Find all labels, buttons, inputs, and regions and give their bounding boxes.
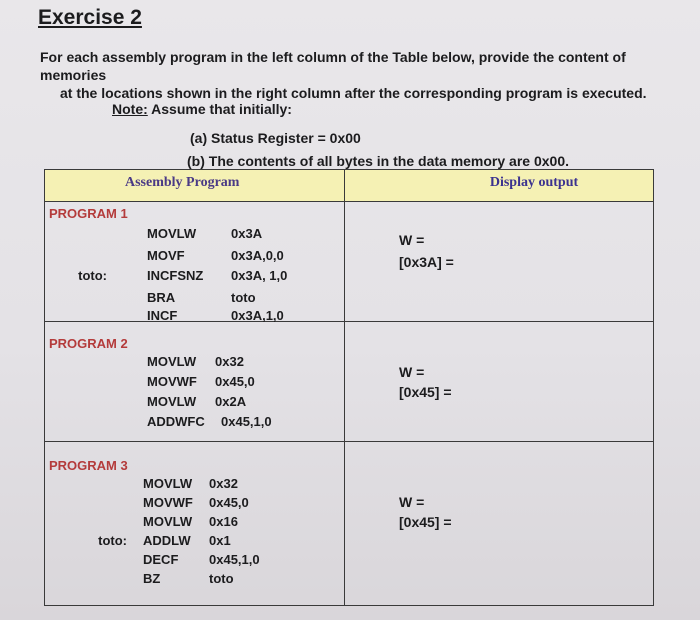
condition-data-memory: (b) The contents of all bytes in the data memory are 0x00. [187,153,569,169]
program-3-line [143,476,238,491]
label-toto: toto: [98,533,127,548]
operand: 0x16 [209,514,238,529]
mnemonic: BRA [147,290,176,305]
condition-status-register: (a) Status Register = 0x00 [190,130,361,146]
mnemonic: INCFSNZ [147,268,204,283]
mnemonic: MOVLW [143,476,193,491]
table-row [45,322,654,442]
program-3-label: PROGRAM 3 [49,458,128,473]
operand: 0x45,1,0 [209,552,260,567]
operand: 0x45,0 [209,495,249,510]
operand: 0x45,1,0 [221,414,272,429]
mnemonic: INCF [147,308,178,323]
operand: 0x32 [209,476,238,491]
mnemonic: MOVLW [147,394,197,409]
label-toto: toto: [78,268,107,283]
mnemonic: DECF [143,552,179,567]
program-2-line [147,414,272,429]
program-3-output-cell [345,442,654,606]
table-row [45,442,654,606]
instructions-line-1: For each assembly program in the left column of the Table below, provide the content of memories [40,49,626,83]
operand: 0x45,0 [215,374,255,389]
program-3-line [98,533,231,548]
output-w: W = [399,364,425,380]
program-table [44,169,654,606]
note [112,101,292,117]
program-3-line [143,571,234,586]
header-display-output: Display output [345,170,654,202]
note-text: Assume that initially: [147,101,292,117]
operand: 0x3A,0,0 [231,248,284,263]
mnemonic: MOVWF [147,374,197,389]
program-2-cell [45,322,345,442]
operand: 0x2A [215,394,247,409]
program-2-output-cell [345,322,654,442]
output-memory: [0x45] = [399,514,452,530]
instructions-line-2: at the locations shown in the right column after the corresponding program is executed. [60,85,647,101]
program-1-line [147,248,284,263]
operand: 0x3A, 1,0 [231,268,288,283]
program-1-line [147,226,263,241]
output-w: W = [399,232,425,248]
table-header-row [45,170,654,202]
mnemonic: ADDLW [143,533,191,548]
program-3-cell [45,442,345,606]
output-memory: [0x3A] = [399,254,454,270]
mnemonic: MOVWF [143,495,193,510]
program-3-line [143,495,249,510]
operand: toto [231,290,256,305]
operand: toto [209,571,234,586]
mnemonic: MOVF [147,248,185,263]
operand: 0x3A,1,0 [231,308,284,323]
program-1-output-cell [345,202,654,322]
program-2-line [147,354,244,369]
program-1-label: PROGRAM 1 [49,206,128,221]
program-2-label: PROGRAM 2 [49,336,128,351]
program-2-line [147,374,255,389]
mnemonic: MOVLW [143,514,193,529]
mnemonic: ADDWFC [147,414,205,429]
output-w: W = [399,494,425,510]
program-1-line [147,290,256,305]
output-memory: [0x45] = [399,384,452,400]
mnemonic: BZ [143,571,161,586]
program-2-line [147,394,247,409]
operand: 0x32 [215,354,244,369]
mnemonic: MOVLW [147,354,197,369]
mnemonic: MOVLW [147,226,197,241]
note-label: Note: [112,101,148,117]
exercise-title: Exercise 2 [38,6,142,29]
header-assembly-program: Assembly Program [45,170,345,202]
operand: 0x1 [209,533,231,548]
instructions-paragraph [40,48,690,102]
table-row [45,202,654,322]
operand: 0x3A [231,226,263,241]
program-1-line [78,268,288,283]
program-1-cell [45,202,345,322]
program-3-line [143,552,260,567]
program-3-line [143,514,238,529]
